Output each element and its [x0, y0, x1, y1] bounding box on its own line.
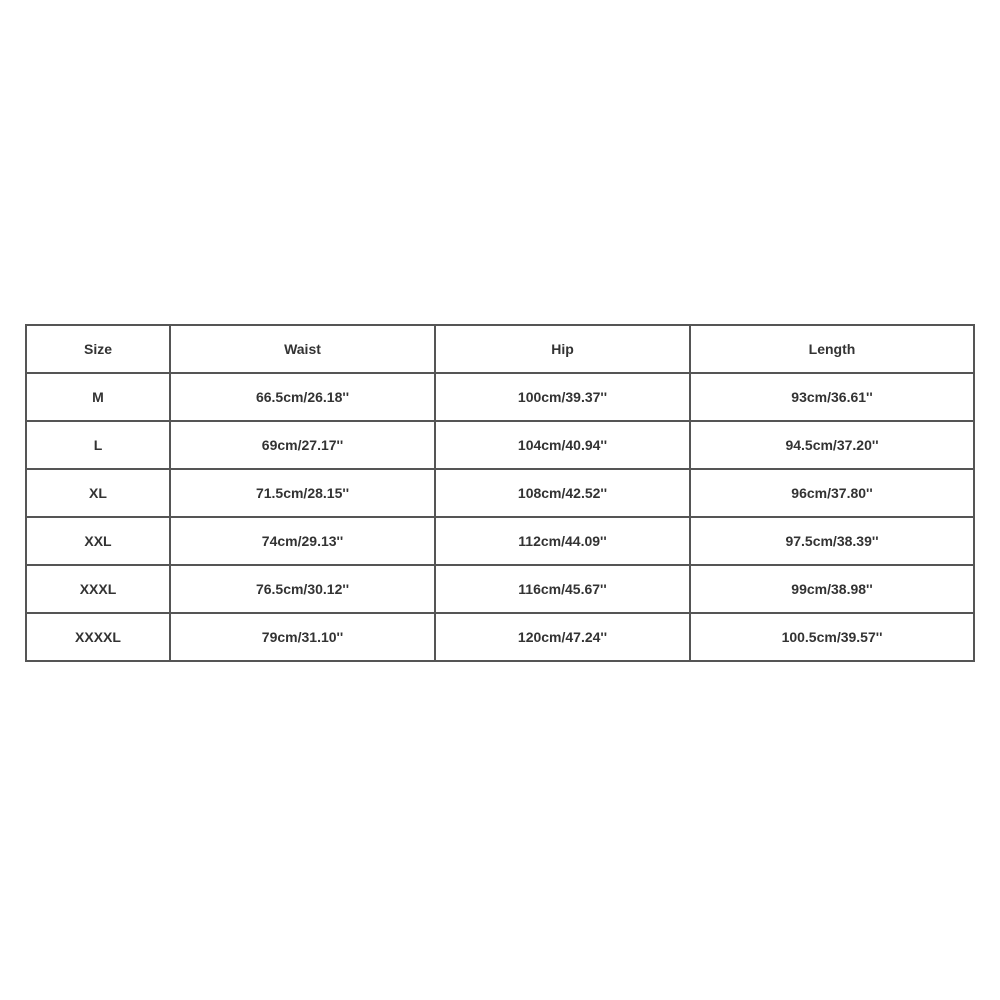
cell-size: XXXL [26, 565, 170, 613]
cell-length: 96cm/37.80'' [690, 469, 974, 517]
size-chart-table [25, 324, 975, 662]
cell-waist: 69cm/27.17'' [170, 421, 435, 469]
table-row [26, 613, 974, 661]
cell-waist: 79cm/31.10'' [170, 613, 435, 661]
cell-hip: 116cm/45.67'' [435, 565, 690, 613]
cell-size: XXL [26, 517, 170, 565]
cell-hip: 112cm/44.09'' [435, 517, 690, 565]
header-hip: Hip [435, 325, 690, 373]
cell-length: 93cm/36.61'' [690, 373, 974, 421]
header-row [26, 325, 974, 373]
cell-hip: 120cm/47.24'' [435, 613, 690, 661]
cell-hip: 100cm/39.37'' [435, 373, 690, 421]
cell-waist: 76.5cm/30.12'' [170, 565, 435, 613]
cell-size: M [26, 373, 170, 421]
table-row [26, 421, 974, 469]
cell-length: 97.5cm/38.39'' [690, 517, 974, 565]
cell-length: 100.5cm/39.57'' [690, 613, 974, 661]
header-length: Length [690, 325, 974, 373]
cell-size: XXXXL [26, 613, 170, 661]
cell-waist: 66.5cm/26.18'' [170, 373, 435, 421]
cell-size: L [26, 421, 170, 469]
cell-hip: 104cm/40.94'' [435, 421, 690, 469]
header-waist: Waist [170, 325, 435, 373]
cell-hip: 108cm/42.52'' [435, 469, 690, 517]
table-row [26, 469, 974, 517]
table-row [26, 373, 974, 421]
table-row [26, 517, 974, 565]
cell-waist: 74cm/29.13'' [170, 517, 435, 565]
header-size: Size [26, 325, 170, 373]
cell-length: 94.5cm/37.20'' [690, 421, 974, 469]
cell-waist: 71.5cm/28.15'' [170, 469, 435, 517]
cell-length: 99cm/38.98'' [690, 565, 974, 613]
cell-size: XL [26, 469, 170, 517]
table-row [26, 565, 974, 613]
